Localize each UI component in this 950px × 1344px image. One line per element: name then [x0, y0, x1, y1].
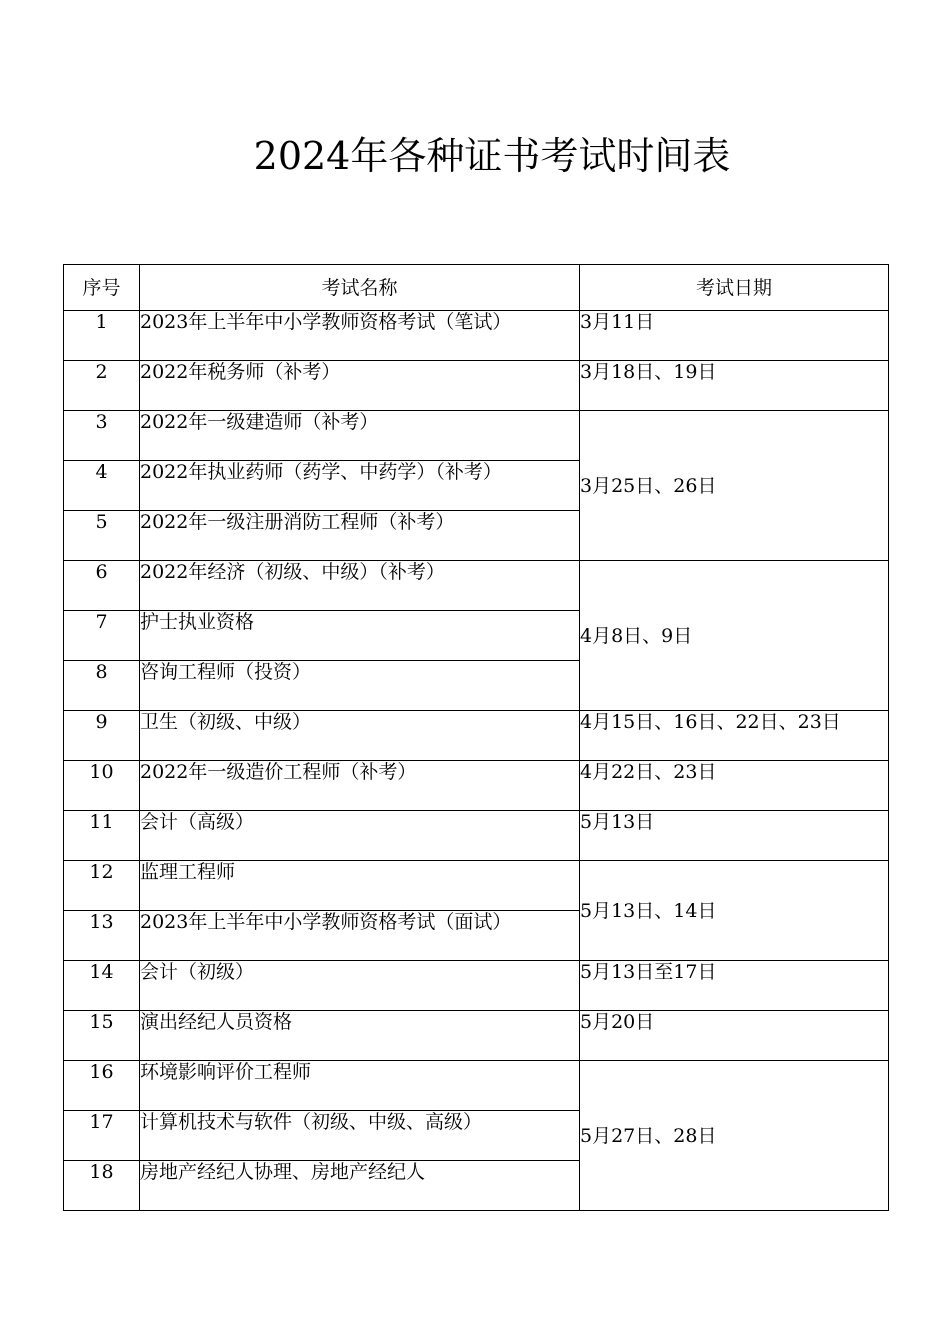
row-date: 3月25日、26日	[580, 411, 889, 561]
row-date: 3月18日、19日	[580, 361, 889, 411]
row-no: 9	[64, 711, 140, 761]
row-name: 房地产经纪人协理、房地产经纪人	[140, 1161, 580, 1211]
row-name: 2022年一级建造师（补考）	[140, 411, 580, 461]
row-name: 护士执业资格	[140, 611, 580, 661]
row-date: 4月8日、9日	[580, 561, 889, 711]
row-no: 4	[64, 461, 140, 511]
row-date: 5月13日	[580, 811, 889, 861]
table-row	[64, 411, 889, 461]
row-name: 监理工程师	[140, 861, 580, 911]
row-no: 3	[64, 411, 140, 461]
table-row	[64, 1061, 889, 1111]
row-date: 5月13日至17日	[580, 961, 889, 1011]
row-date: 3月11日	[580, 311, 889, 361]
row-no: 5	[64, 511, 140, 561]
row-no: 2	[64, 361, 140, 411]
row-no: 13	[64, 911, 140, 961]
header-name: 考试名称	[140, 265, 580, 311]
row-name: 会计（高级）	[140, 811, 580, 861]
table-row	[64, 311, 889, 361]
row-date: 4月22日、23日	[580, 761, 889, 811]
row-no: 11	[64, 811, 140, 861]
row-name: 环境影响评价工程师	[140, 1061, 580, 1111]
table-row	[64, 561, 889, 611]
row-date: 4月15日、16日、22日、23日	[580, 711, 889, 761]
table-row	[64, 711, 889, 761]
table-row	[64, 1011, 889, 1061]
header-no: 序号	[64, 265, 140, 311]
row-name: 2022年税务师（补考）	[140, 361, 580, 411]
row-no: 18	[64, 1161, 140, 1211]
table-row	[64, 361, 889, 411]
row-no: 10	[64, 761, 140, 811]
row-no: 14	[64, 961, 140, 1011]
table-header-row	[64, 265, 889, 311]
row-name: 2022年执业药师（药学、中药学）（补考）	[140, 461, 580, 511]
exam-schedule-table	[63, 264, 889, 1211]
row-no: 17	[64, 1111, 140, 1161]
row-no: 8	[64, 661, 140, 711]
row-name: 2023年上半年中小学教师资格考试（笔试）	[140, 311, 580, 361]
row-date: 5月13日、14日	[580, 861, 889, 961]
row-name: 2022年经济（初级、中级）（补考）	[140, 561, 580, 611]
row-date: 5月27日、28日	[580, 1061, 889, 1211]
row-name: 2022年一级造价工程师（补考）	[140, 761, 580, 811]
row-name: 2022年一级注册消防工程师（补考）	[140, 511, 580, 561]
row-name: 卫生（初级、中级）	[140, 711, 580, 761]
table-row	[64, 961, 889, 1011]
table-row	[64, 811, 889, 861]
row-no: 1	[64, 311, 140, 361]
row-name: 演出经纪人员资格	[140, 1011, 580, 1061]
table-row	[64, 761, 889, 811]
row-no: 15	[64, 1011, 140, 1061]
row-no: 7	[64, 611, 140, 661]
table-row	[64, 861, 889, 911]
row-name: 咨询工程师（投资）	[140, 661, 580, 711]
row-date: 5月20日	[580, 1011, 889, 1061]
row-no: 12	[64, 861, 140, 911]
row-name: 2023年上半年中小学教师资格考试（面试）	[140, 911, 580, 961]
row-name: 会计（初级）	[140, 961, 580, 1011]
row-no: 6	[64, 561, 140, 611]
row-no: 16	[64, 1061, 140, 1111]
row-name: 计算机技术与软件（初级、中级、高级）	[140, 1111, 580, 1161]
page-title: 2024年各种证书考试时间表	[253, 134, 731, 178]
header-date: 考试日期	[580, 265, 889, 311]
